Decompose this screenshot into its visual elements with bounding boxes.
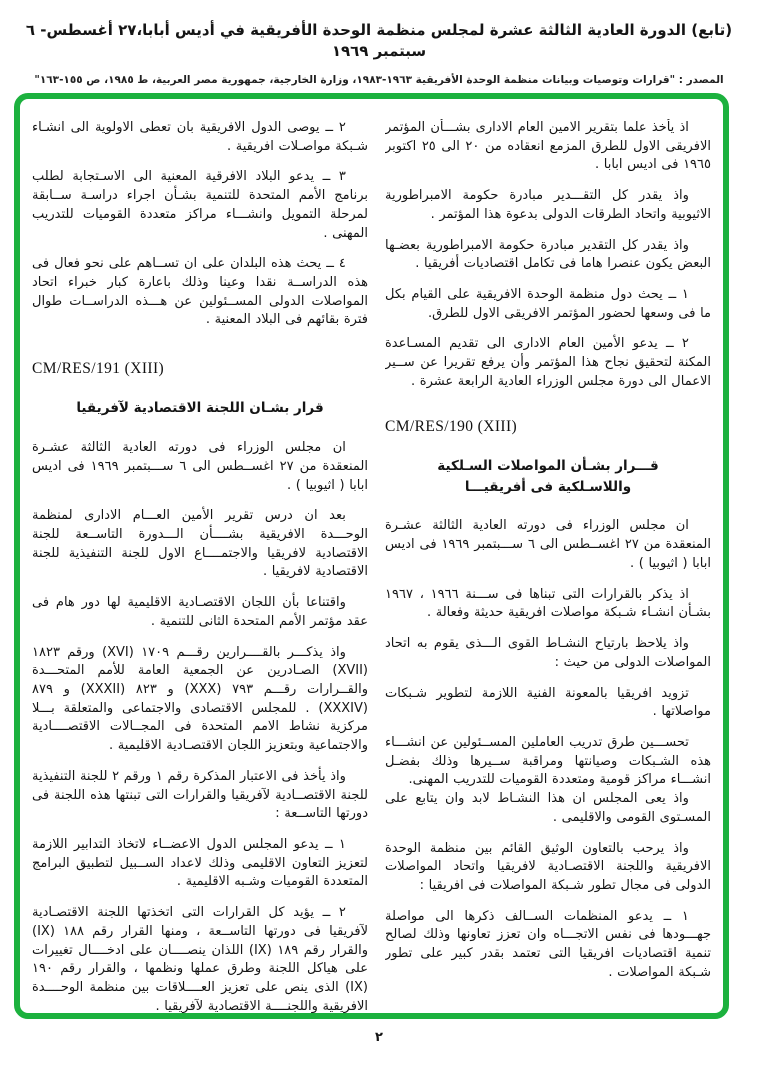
paragraph: ١ ــ يدعو المجلس الدول الاعضــاء لاتخاذ التدابير اللازمة لتعزيز التعاون الاقليمى وذلك لاعداد الســبيل لتطبيق البرامج المتعددة القوميات وشـبه الاقليمية .: [32, 837, 368, 890]
two-column-layout: [20, 99, 723, 1013]
session-title: (تابع) الدورة العادية الثالثة عشرة لمجلس منظمة الوحدة الأفريقية في أديس أبابا،٢٧ أغسطس- ٦ سبتمبر ١٩٦٩: [25, 21, 733, 60]
paragraph: ٣ ــ يدعو البلاد الافرقية المعنية الى الاسـتجابة لطلب برنامج الأمم المتحدة للتنمية بشـأن اجراء دراسـة ســابقة لمرحلة التمويل وانشـــاء مراكز متعددة القوميات للتدريب المهنى .: [32, 169, 368, 241]
page-header: [0, 20, 758, 86]
paragraph: واذ يرحب بالتعاون الوثيق القائم بين منظمة الوحدة الافريقية واللجنة الاقتصـادية لافريقيا واتحاد المواصلات الدولى فى مجال تطور شـبكة المواصلات فى افريقيا :: [385, 840, 711, 893]
resolution-code-cm-res-191: CM/RES/191 (XIII): [32, 360, 165, 378]
paragraph: ٤ ــ يحث هذه البلدان على ان تســاهم على نحو فعال فى هذه الدراســة نقدا وعينا وذلك باعارة كبار خبراء اتحاد المواصلات الدولى المســئولين عن هـــذه الدراســات طوال فترة بقائهم فى البلاد المعنية .: [32, 256, 368, 328]
source-citation: المصدر : "قرارات وتوصيات وبيانات منظمة الوحدة الأفريقية ١٩٦٣-١٩٨٣، وزارة الخارجية، جمهورية مصر العربية، ط ١٩٨٥، ص ١٥٥-١٦٣": [34, 74, 724, 86]
paragraph: واذ يعى المجلس ان هذا النشـاط لابد وان يتابع على المسـتوى القومى والاقليمى .: [385, 791, 711, 825]
paragraph: ان مجلس الوزراء فى دورته العادية الثالثة عشـرة المنعقدة من ٢٧ اغســطس الى ٦ ســـبتمبر ١٩٦٩ فى اديس ابابا ( اثيوبيا ) .: [32, 440, 368, 493]
paragraph: اذ يأخذ علما بتقرير الامين العام الادارى بشـــأن المؤتمر الافريقى الاول للطرق المزمع انعقاده من ٢٠ الى ٢٥ اكتوبر ١٩٦٥ فى اديس ابابا .: [385, 120, 711, 173]
paragraph: واذ يأخذ فى الاعتبار المذكرة رقم ١ ورقم ٢ للجنة التنفيذية للجنة الاقتصــادية لآفريقيا والقرارات التى تبنتها هذه اللجنة فى دورتها التاســعة :: [32, 768, 368, 822]
paragraph: ٢ ــ يوصى الدول الافريقية بان تعطى الاولوية الى انشـاء شـبكة مواصـلات افريقية .: [32, 120, 368, 154]
page-number: ٢: [375, 1030, 383, 1045]
resolution-title-telecommunications: [385, 456, 711, 498]
paragraph: ٢ ــ يؤيد كل القرارات التى اتخذتها اللجنة الاقتصـادية لآفريقيا فى دورتها التاســعة ، ومنها القرار رقم ١٨٨ (IX) والقرار رقم ١٨٩ (IX) اللذان ينصــــان على ادخــــال تغييرات على هياكل اللجنة وطرق عملها ونظمها ، والقرار رقم ١٩٠ (IX) الذى ينص على تعزيز العــــلاقات بين منظمة الوحــــدة الافريقية واللجنــــة الاقتصادية لآفريقيا .: [32, 905, 368, 1013]
green-border-frame: [14, 93, 729, 1019]
paragraph: ١ ــ يحث دول منظمة الوحدة الافريقية على القيام بكل ما فى وسعها لحضور المؤتمر الافريقى الاول للطرق.: [385, 287, 711, 321]
resolution-title-line2: واللاسـلكية فى أفريقيـــا: [464, 478, 632, 495]
text-column-right: [385, 119, 711, 1013]
paragraph: تحســـين طرق تدريب العاملين المســئولين عن انشـــاء هذه الشـبكات وصيانتها ومراقبة ســيرها وذلك بفضـل انشـــاء مراكز قومية ومتعددة القوميات للتدريب المهنى.: [385, 734, 711, 788]
paragraph: تزويد افريقيا بالمعونة الفنية اللازمة لتطوير شـبكات مواصلاتها .: [385, 685, 711, 720]
resolution-title-line1: قـــرار بشـأن المواصلات السـلكية: [437, 457, 659, 474]
paragraph: واذ يقدر كل التقـــدير مبادرة حكومة الامبراطورية الاثيوبية واتحاد الطرقات الدولى بدعوة هذا المؤتمر .: [385, 188, 711, 222]
resolution-code-cm-res-190: CM/RES/190 (XIII): [385, 417, 518, 435]
paragraph: واذ يلاحظ بارتياح النشـاط القوى الـــذى يقوم به اتحاد المواصلات الدولى من حيث :: [385, 636, 711, 670]
paragraph: بعد ان درس تقرير الأمين العـــام الادارى لمنظمة الوحـــدة الافريقية بشــــأن الـــدورة التاســعة للجنة الاقتصادية لافريقيا والاجتمــــاع الاول للجنة التنفيذية للجنة الاقتصادية لافريقيا .: [32, 508, 368, 580]
paragraph: واذ يقدر كل التقدير مبادرة حكومة الامبراطورية بعضـها البعض يكون عنصرا هاما فى تكامل اقتصاديات أفريقيا .: [385, 237, 711, 272]
paragraph: ١ ــ يدعو المنظمات الســالف ذكرها الى مواصلة جهـــودها فى نفس الاتجـــاه وان تعزز تعاونها وذلك لصالح تنمية اقتصاديات افريقيا التى تعتمد بقدر كبير على تطور شـبكة المواصلات .: [385, 908, 711, 980]
paragraph: واقتناعا بأن اللجان الاقتصـادية الاقليمية لها دور هام فى عقد مؤتمر الأمم المتحدة الثانى للتنمية .: [32, 595, 368, 629]
resolution-title-economic-commission: قرار بشـان اللجنة الاقتصادية لآفريقيا: [76, 400, 324, 417]
paragraph: ان مجلس الوزراء فى دورته العادية الثالثة عشـرة المنعقدة من ٢٧ اغســطس الى ٦ ســـبتمبر ١٩٦٩ فى اديس ابابا ( اثيوبيا ) .: [385, 518, 711, 571]
paragraph: ٢ ــ يدعو الأمين العام الادارى الى تقديم المسـاعدة المكنة لتحقيق نجاح هذا المؤتمر وأن يرفع تقريرا عن ســير الاعمال الى دورة مجلس الوزراء العادية الرابعة عشرة .: [385, 336, 711, 389]
paragraph: اذ يذكر بالقرارات التى تبناها فى ســـنة ١٩٦٦ ، ١٩٦٧ بشـأن انشـاء شـبكة مواصلات افريقية حديثة وفعالة .: [385, 586, 711, 621]
paragraph: واذ يذكـــر بالقــــرارين رقـــم ١٧٠٩ (XVI) ورقم ١٨٢٣ (XVII) الصـادرين عن الجمعية العامة للأمم المتحـــدة والقــرارات رقـــم ٧٩٣ (XXX) و ٨٢٣ (XXXII) و ٨٧٩ (XXXIV) . للمجلس الاقتصادى والاجتماعى والمتعلقة بـــلا مركزية نشاط الامم المتحدة فى المجــالات الاقتصــــادية والاجتماعية وبتعزيز اللجان الاقتصـادية الاقليمية .: [32, 644, 368, 754]
text-column-left: [32, 119, 368, 1013]
